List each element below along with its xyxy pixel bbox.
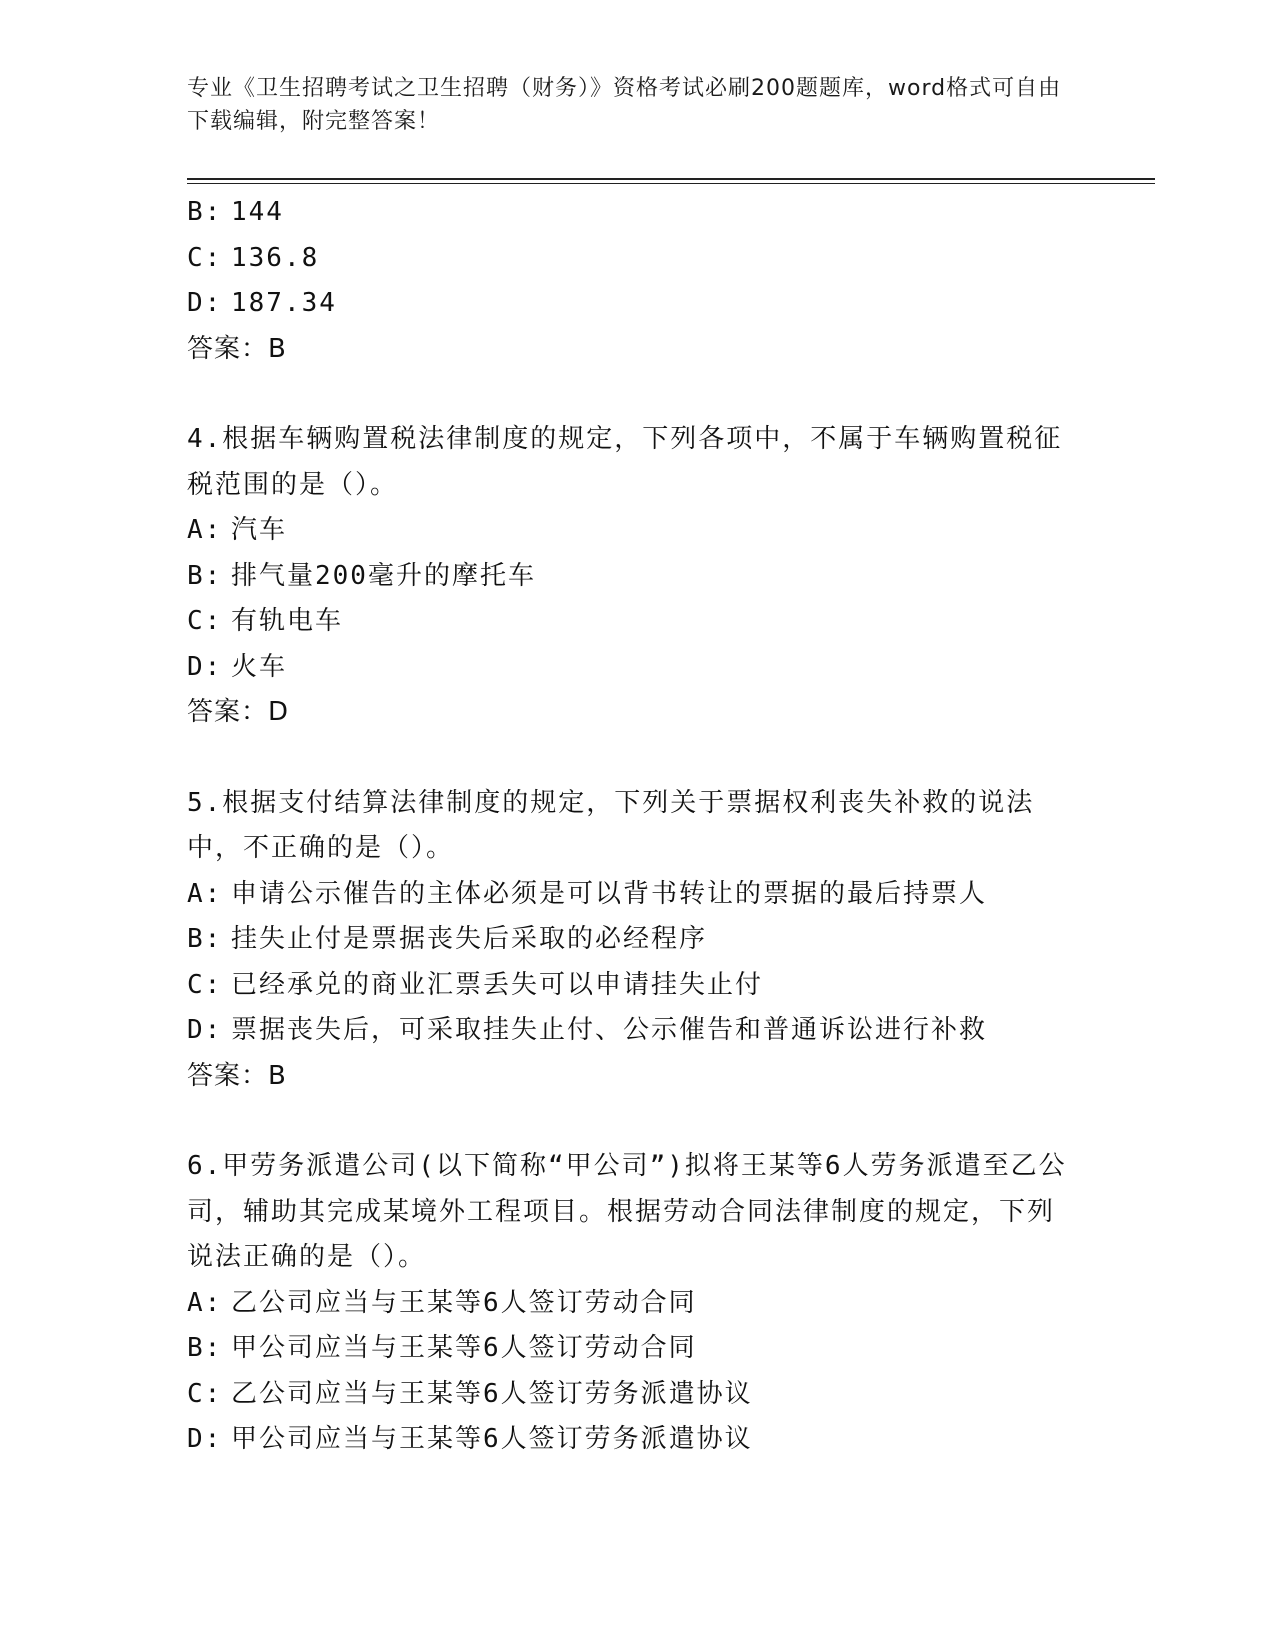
answer: 答案：D [187,697,290,727]
question-block-6 [187,1144,1087,1463]
option-a: A: 乙公司应当与王某等6人签订劳动合同 [187,1287,697,1318]
header-divider [187,178,1155,184]
option-b: B: 排气量200毫升的摩托车 [187,560,536,591]
option-a: A: 申请公示催告的主体必须是可以背书转让的票据的最后持票人 [187,878,988,909]
question-block-5 [187,781,1087,1100]
spacer [187,736,1087,781]
option-c: C: 乙公司应当与王某等6人签订劳务派遣协议 [187,1378,753,1409]
option-d: D: 火车 [187,651,288,682]
option-b: B: 挂失止付是票据丧失后采取的必经程序 [187,924,708,954]
question-text: 6.甲劳务派遣公司(以下简称“甲公司”)拟将王某等6人劳务派遣至乙公司，辅助其完成某境外工程项目。根据劳动合同法律制度的规定，下列说法正确的是（）。 [187,1151,1067,1272]
spacer [187,372,1087,417]
question-block-3 [187,190,1087,372]
option-c: C: 有轨电车 [187,606,344,636]
option-c: C: 已经承兑的商业汇票丢失可以申请挂失止付 [187,969,764,1000]
option-d: D: 甲公司应当与王某等6人签订劳务派遣协议 [187,1424,753,1454]
question-text: 5.根据支付结算法律制度的规定，下列关于票据权利丧失补救的说法中，不正确的是（）。 [187,787,1035,863]
answer: 答案：B [187,333,287,364]
spacer [187,1099,1087,1144]
option-d: D: 票据丧失后，可采取挂失止付、公示催告和普通诉讼进行补救 [187,1015,988,1045]
question-block-4 [187,417,1087,736]
option-b: B: 144 [187,197,284,227]
question-text: 4.根据车辆购置税法律制度的规定，下列各项中，不属于车辆购置税征税范围的是（）。 [187,424,1063,500]
option-c: C: 136.8 [187,242,320,273]
page-header: 专业《卫生招聘考试之卫生招聘（财务）》资格考试必刷200题题库，word格式可自由下载编辑，附完整答案！ [187,76,1062,134]
answer: 答案：B [187,1060,287,1091]
option-a: A: 汽车 [187,515,288,545]
question-list [187,190,1087,1463]
option-d: D: 187.34 [187,288,337,318]
option-b: B: 甲公司应当与王某等6人签订劳动合同 [187,1333,697,1363]
